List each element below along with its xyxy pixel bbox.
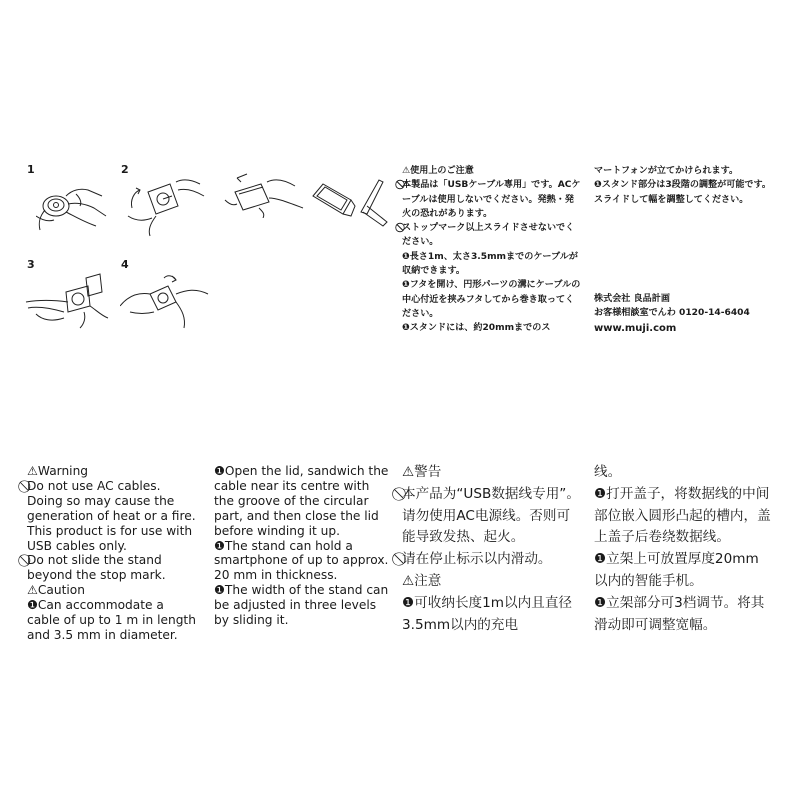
step-3-number: 3 — [27, 258, 35, 271]
cn-note-adjust: ❶立架部分可3档调节。将其滑动即可调整宽幅。 — [594, 594, 765, 633]
jp-note-open-lid: ❶フタを開け、円形パーツの溝にケーブルの中心付近を挟みフタしてから巻き取ってください。 — [402, 280, 581, 319]
japanese-column-1 — [402, 164, 582, 336]
en-warning-stop-mark: ⃠Do not slide the stand beyond the stop mark. — [27, 553, 166, 583]
en-heading-caution: ⚠Caution — [27, 583, 85, 598]
jp-warning-ac-cable: ⃠本製品は「USBケーブル専用」です。ACケーブルは使用しないでください。発熱・発火の恐れがあります。 — [402, 180, 581, 219]
cn-heading-warning: ⚠警告 — [402, 464, 442, 480]
cn-note-cable-length: ❶可收纳长度1m以内且直径3.5mm以内的充电 — [402, 594, 573, 633]
step-2-number: 2 — [121, 163, 129, 176]
en-warning-ac-cable: ⃠Do not use AC cables. Doing so may cause the generation of heat or a fire. This product is for use with USB cables only. — [27, 478, 196, 553]
cn-heading-caution: ⚠注意 — [402, 572, 442, 589]
hands-insert-cable-icon — [126, 176, 206, 238]
cn-note-stand: ❶立架上可放置厚度20mm以内的智能手机。 — [594, 551, 759, 589]
cn-warning-ac-cable: ⃠本产品为“USB数据线专用”。请勿使用AC电源线。否则可能导致发热、起火。 — [402, 485, 580, 546]
en-heading-warning: ⚠Warning — [27, 464, 89, 478]
hands-sandwich-cable-icon — [24, 272, 110, 330]
jp-note-adjust: ❶スタンド部分は3段階の調整が可能です。スライドして幅を調整してください。 — [594, 180, 771, 205]
jp-note-stand-cont: マートフォンが立てかけられます。 — [594, 166, 739, 176]
step-1-number: 1 — [27, 163, 35, 176]
company-name: 株式会社 良品計画 — [594, 294, 670, 304]
en-note-cable-length: ❶Can accommodate a cable of up to 1 m in length and 3.5 mm in diameter. — [27, 598, 196, 642]
cn-warning-stop-mark: ⃠请在停止标示以内滑动。 — [402, 551, 552, 568]
website-url: www.muji.com — [594, 322, 677, 334]
en-note-adjust: ❶The width of the stand can be adjusted in three levels by sliding it. — [214, 583, 389, 628]
jp-note-cable-length: ❶長さ1m、太さ3.5mmまでのケーブルが収納できます。 — [402, 251, 578, 277]
phone-on-stand-icon — [309, 176, 391, 232]
en-note-open-lid: ❶Open the lid, sandwich the cable near its centre with the groove of the circular part, and then close the lid before winding it up. — [214, 464, 389, 538]
english-column-1 — [27, 464, 199, 643]
hands-open-cable-holder-icon — [36, 176, 108, 238]
en-note-stand: ❶The stand can hold a smartphone of up to approx. 20 mm in thickness. — [214, 538, 389, 583]
cn-note-open-lid: ❶打开盖子，将数据线的中间部位嵌入圆形凸起的槽内，盖上盖子后卷绕数据线。 — [594, 485, 771, 546]
japanese-column-2 — [594, 164, 774, 207]
jp-warning-stop-mark: ⃠ストップマーク以上スライドさせないでください。 — [402, 223, 575, 248]
hands-wind-cable-icon — [120, 272, 210, 330]
company-info — [594, 292, 774, 337]
cn-note-cable-length-cont: 线。 — [594, 464, 622, 480]
jp-note-stand: ❶スタンドには、約20mmまでのス — [402, 323, 551, 334]
english-column-2 — [214, 464, 390, 628]
chinese-column-2 — [594, 462, 772, 636]
step-4-number: 4 — [121, 258, 129, 271]
customer-phone: お客様相談室でんわ 0120-14-6404 — [594, 308, 750, 319]
chinese-column-1 — [402, 462, 580, 636]
hands-slide-stand-icon — [223, 172, 305, 218]
jp-heading-caution: ⚠使用上のご注意 — [402, 166, 474, 176]
